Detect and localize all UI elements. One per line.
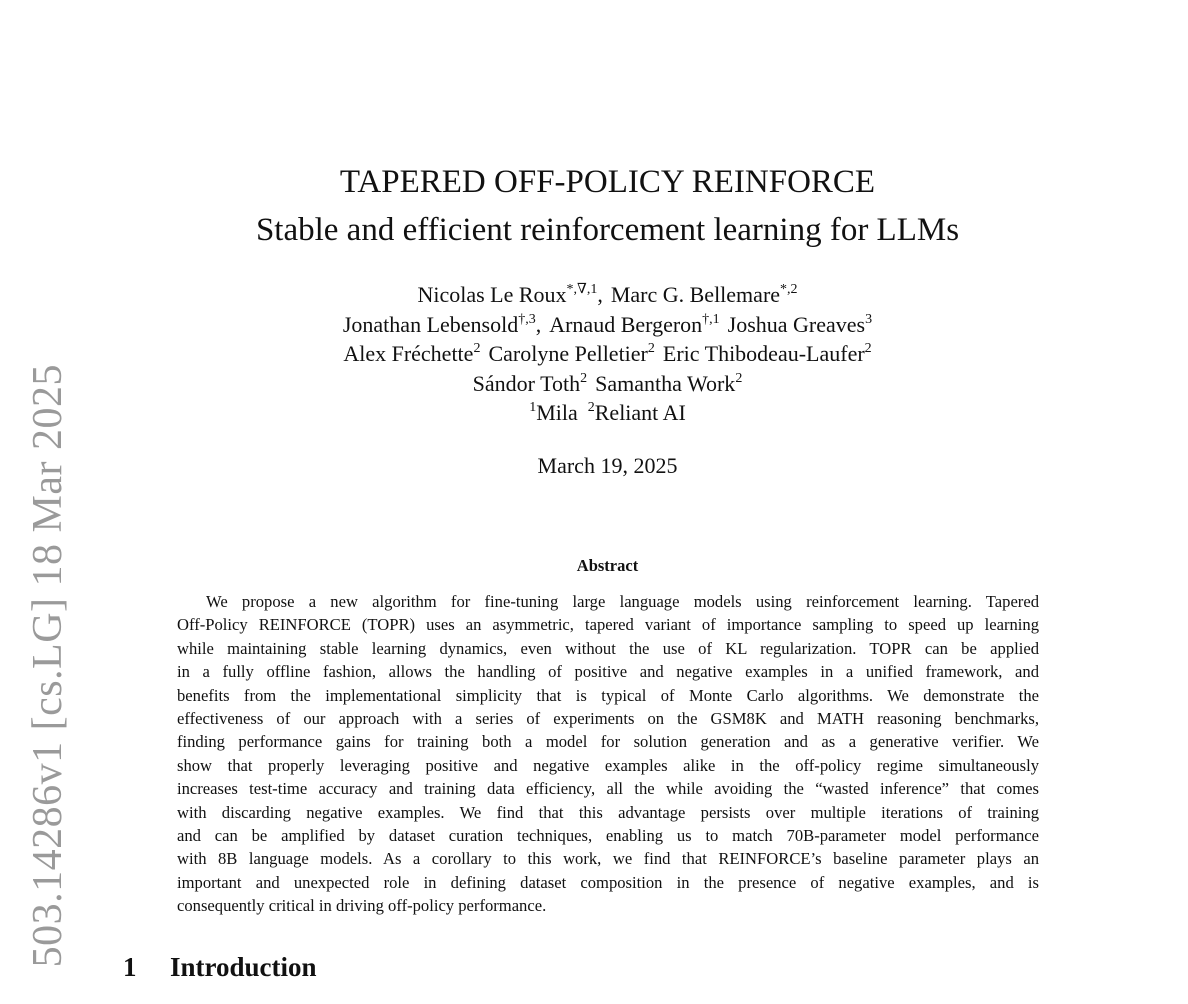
separator: ,	[597, 282, 603, 307]
affiliation-mark: 2	[587, 400, 595, 415]
section-heading	[123, 952, 317, 983]
abstract-line: increases test-time accuracy and training data efficiency, all the while avoiding the “wasted inference” that comes	[177, 779, 1039, 799]
abstract-line: Off-Policy REINFORCE (TOPR) uses an asymmetric, tapered variant of importance sampling to speed up learning	[177, 615, 1039, 635]
affiliations	[0, 400, 1188, 426]
author-entry	[343, 341, 480, 366]
author: Marc G. Bellemare	[610, 282, 781, 307]
affiliation	[529, 400, 578, 425]
affiliation-name: Reliant AI	[594, 400, 686, 425]
abstract-line: while maintaining stable learning dynamics, even without the use of KL regularization. TOPR can be applied	[177, 638, 1039, 658]
abstract-line: in a fully offline fashion, allows the handling of positive and negative examples in a unified framework, and	[177, 662, 1039, 682]
author-affiliation-mark: 2	[864, 341, 872, 356]
author-entry	[417, 282, 602, 307]
author-affiliation-mark: 2	[580, 371, 588, 386]
author-entry	[343, 312, 541, 337]
paper-subtitle: Stable and efficient reinforcement learning for LLMs	[255, 212, 960, 248]
abstract-line: We propose a new algorithm for fine-tuning large language models using reinforcement learning. Tapered	[206, 592, 1039, 611]
author-affiliation-mark: 2	[473, 341, 481, 356]
abstract-line: and can be amplified by dataset curation techniques, enabling us to match 70B-parameter model performance	[177, 825, 1039, 845]
author: Jonathan Lebensold	[342, 312, 519, 337]
author-entry	[549, 312, 719, 337]
author-row	[0, 282, 1188, 308]
author-affiliation-mark: 2	[735, 371, 743, 386]
author-affiliation-mark: *,∇,1	[566, 282, 598, 297]
author: Sándor Toth	[472, 371, 581, 396]
author: Arnaud Bergeron	[549, 312, 703, 337]
abstract-line: finding performance gains for training both a model for solution generation and as a generative verifier. We	[177, 732, 1039, 752]
author-row	[0, 341, 1188, 367]
abstract-line: with 8B language models. As a corollary to this work, we find that REINFORCE’s baseline parameter plays an	[177, 849, 1039, 869]
author-entry	[663, 341, 872, 366]
abstract-line: with discarding negative examples. We find that this advantage persists over multiple iterations of training	[177, 802, 1039, 822]
paper-title: TAPERED OFF-POLICY REINFORCE	[339, 164, 876, 200]
author: Samantha Work	[595, 371, 736, 396]
author-entry	[611, 282, 798, 307]
author-affiliation-mark: †,1	[702, 312, 720, 327]
author-entry	[728, 312, 872, 337]
author-entry	[595, 371, 742, 396]
affiliation-name: Mila	[536, 400, 578, 425]
abstract-line: show that properly leveraging positive and negative examples alike in the off-policy regime simultaneously	[177, 755, 1039, 775]
separator: ,	[535, 312, 542, 337]
abstract-line: effectiveness of our approach with a series of experiments on the GSM8K and MATH reasoning benchmarks,	[177, 708, 1039, 728]
author-row	[0, 371, 1188, 397]
section-number: 1	[123, 952, 137, 982]
author-row	[0, 312, 1188, 338]
section-title: Introduction	[170, 952, 317, 982]
author: Carolyne Pelletier	[488, 341, 648, 366]
author-affiliation-mark: *,2	[780, 282, 798, 297]
author-entry	[473, 371, 587, 396]
affiliation	[588, 400, 686, 425]
author: Eric Thibodeau-Laufer	[662, 341, 865, 366]
author-affiliation-mark: †,3	[518, 312, 536, 327]
author: Nicolas Le Roux	[417, 282, 567, 307]
abstract-line: benefits from the implementational simplicity that is typical of Monte Carlo algorithms. We demonstrate the	[177, 685, 1039, 705]
abstract-body	[177, 590, 1039, 917]
author-entry	[488, 341, 654, 366]
author: Joshua Greaves	[727, 312, 866, 337]
abstract-line: important and unexpected role in defining dataset composition in the presence of negative examples, and is	[177, 872, 1039, 892]
author-affiliation-mark: 3	[865, 312, 873, 327]
author-affiliation-mark: 2	[647, 341, 655, 356]
author: Alex Fréchette	[343, 341, 474, 366]
paper-date: March 19, 2025	[537, 453, 678, 478]
arxiv-stamp: 503.14286v1 [cs.LG] 18 Mar 2025	[25, 364, 71, 968]
abstract-line: consequently critical in driving off-policy performance.	[177, 896, 547, 916]
abstract-heading: Abstract	[576, 556, 639, 575]
affiliation-mark: 1	[529, 400, 537, 415]
